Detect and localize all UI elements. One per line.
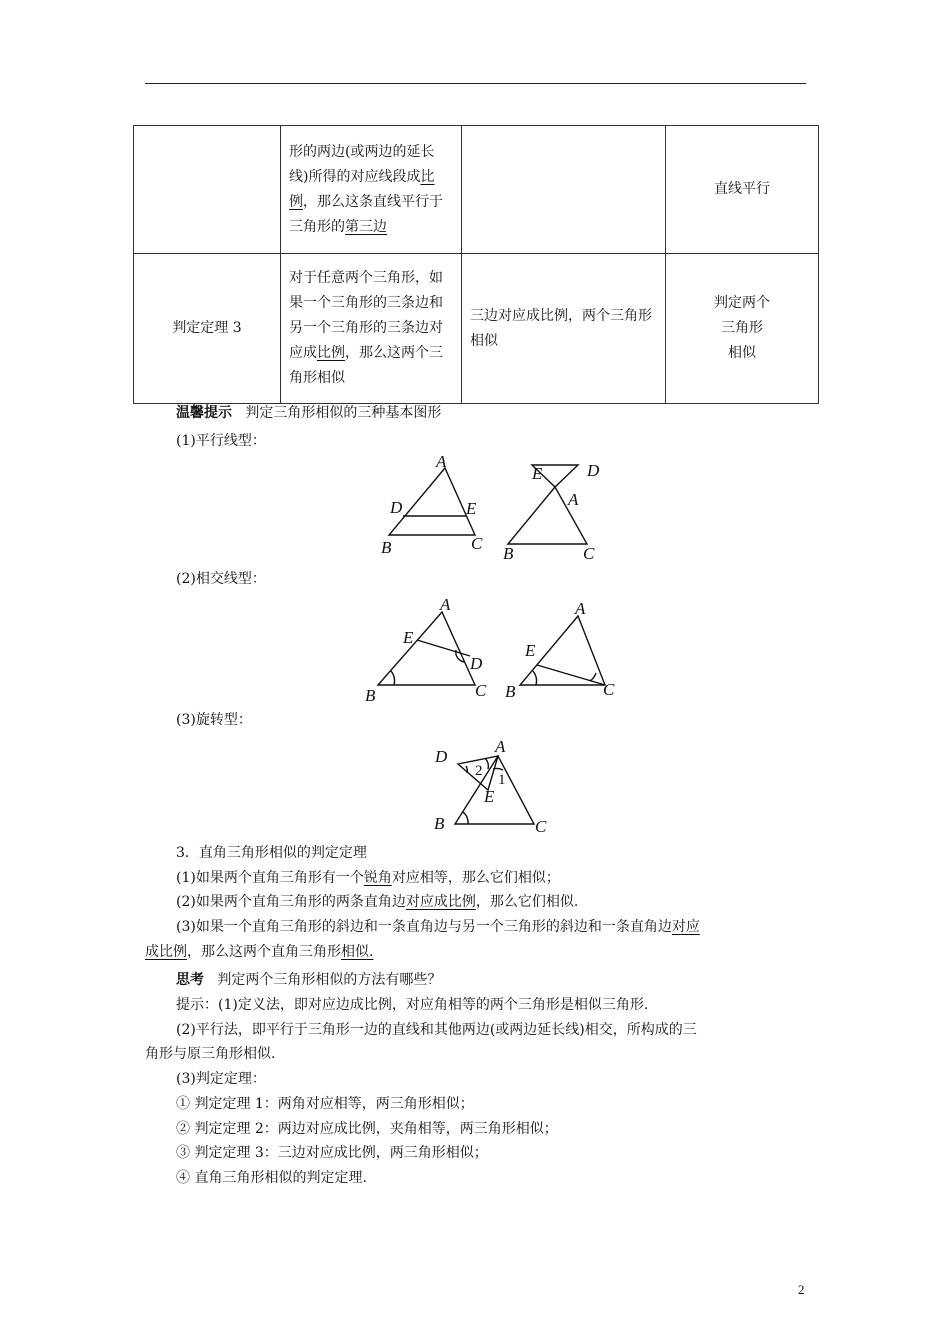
- use-line: 判定两个: [714, 295, 770, 311]
- think-question: 判定两个三角形相似的方法有哪些？: [217, 972, 442, 988]
- angle-2-mark: [485, 758, 488, 769]
- angle-label-1: 1: [498, 772, 506, 788]
- segment-ed: [417, 640, 470, 656]
- hint-parallel-cont: 角形与原三角形相似.: [145, 1046, 276, 1062]
- table-cell: [462, 126, 666, 254]
- theorem-3: ③ 判定定理 3：三边对应成比例，两三角形相似；: [176, 1145, 488, 1161]
- label-b: B: [381, 538, 392, 557]
- page-number: 2: [798, 1282, 805, 1297]
- parallel-type-label: (1)平行线型：: [176, 433, 266, 449]
- think-heading: [176, 969, 441, 991]
- text-segment: ，那么它们相似.: [475, 894, 579, 910]
- text-segment: (3)如果一个直角三角形的斜边和一条直角边与另一个三角形的斜边和一条直角边: [176, 919, 672, 935]
- angle-b-mark: [533, 671, 537, 685]
- section-title: 3．直角三角形相似的判定定理: [176, 845, 367, 861]
- theorem-right-triangle: ④ 直角三角形相似的判定定理.: [176, 1170, 367, 1186]
- label-a: A: [440, 595, 451, 614]
- text-segment: ，那么这两个直角三角形: [187, 944, 341, 960]
- label-c: C: [603, 680, 615, 699]
- label-d: D: [470, 654, 483, 673]
- table-cell-theorem-text: [281, 126, 462, 254]
- header-rule: [145, 83, 806, 84]
- angle-c-mark: [590, 673, 596, 681]
- label-a: A: [436, 452, 447, 471]
- parallel-figures: [375, 452, 635, 567]
- label-b: B: [434, 814, 445, 833]
- label-e: E: [532, 464, 543, 483]
- label-b: B: [503, 544, 514, 563]
- angle-b-mark: [463, 812, 468, 824]
- label-c: C: [471, 534, 483, 553]
- intersect-figures: [360, 592, 635, 707]
- label-e: E: [484, 787, 495, 806]
- rotate-figure: [430, 732, 560, 842]
- label-c: C: [475, 681, 487, 700]
- label-c: C: [583, 544, 595, 563]
- rotate-type-label: (3)旋转型：: [176, 712, 252, 728]
- use-line: 相似: [728, 345, 756, 361]
- underlined-answer: 锐角: [363, 870, 392, 886]
- tip-heading: [176, 402, 441, 424]
- underlined-answer: 比例: [289, 168, 435, 210]
- angle-b-mark: [391, 671, 395, 685]
- right-triangle-item-1: [176, 867, 560, 889]
- label-e: E: [525, 641, 536, 660]
- use-line: 三角形: [721, 320, 763, 336]
- label-c: C: [535, 817, 547, 836]
- theorem-1: ① 判定定理 1：两角对应相等，两三角形相似；: [176, 1096, 474, 1112]
- table-cell-use: [666, 254, 819, 404]
- label-b: B: [365, 686, 376, 705]
- theorem-table: [133, 125, 819, 404]
- table-cell-use: 直线平行: [666, 126, 819, 254]
- right-triangle-item-3: [176, 916, 700, 938]
- tip-label: 温馨提示: [176, 405, 232, 421]
- text-segment: (1)如果两个直角三角形有一个: [176, 870, 364, 886]
- underlined-answer: 成比例: [145, 944, 187, 960]
- underlined-answer: 第三边: [345, 218, 387, 235]
- label-b: B: [505, 682, 516, 701]
- underlined-answer: 对应: [671, 919, 700, 935]
- label-a: A: [575, 599, 586, 618]
- intersect-type-label: (2)相交线型：: [176, 571, 266, 587]
- label-e: E: [403, 628, 414, 647]
- label-d: D: [390, 498, 403, 517]
- text-segment: 形的两边(或两边的延长线)所得的对应线段成: [289, 143, 435, 185]
- label-e: E: [466, 499, 477, 518]
- text-segment: 对于任意两个三角形，如果一个三角形的三条边和另一个三角形的三条边对应成: [289, 270, 443, 361]
- theorem-2: ② 判定定理 2：两边对应成比例，夹角相等，两三角形相似；: [176, 1121, 558, 1137]
- table-cell: [134, 126, 281, 254]
- table-cell-theorem-name: 判定定理 3: [134, 254, 281, 404]
- right-triangle-item-2: [176, 891, 578, 913]
- angle-label-2: 2: [475, 763, 483, 779]
- table-cell-symbol: 三边对应成比例，两个三角形相似: [462, 254, 666, 404]
- tip-text: 判定三角形相似的三种基本图形: [245, 405, 442, 421]
- text-segment: (2)如果两个直角三角形的两条直角边: [176, 894, 406, 910]
- right-triangle-item-3-cont: [145, 941, 373, 963]
- text-segment: 对应相等，那么它们相似；: [391, 870, 560, 886]
- underlined-answer: 相似.: [341, 944, 374, 960]
- label-a: A: [495, 737, 506, 756]
- underlined-answer: 比例: [317, 345, 345, 361]
- label-d: D: [435, 747, 448, 766]
- table-row: [134, 126, 819, 254]
- think-label: 思考: [176, 972, 204, 988]
- hint-parallel: (2)平行法，即平行于三角形一边的直线和其他两边(或两边延长线)相交，所构成的三: [176, 1022, 697, 1038]
- hint-theorems: (3)判定定理：: [176, 1071, 266, 1087]
- label-a: A: [568, 490, 579, 509]
- hint-definition: 提示：(1)定义法，即对应边成比例，对应角相等的两个三角形是相似三角形.: [176, 997, 649, 1013]
- text-segment: ，那么这条直线平行于三角形的: [289, 193, 443, 235]
- table-cell-theorem-text: [281, 254, 462, 404]
- text-segment: ，那么这两个三角形相似: [289, 345, 443, 386]
- table-row: [134, 254, 819, 404]
- underlined-answer: 对应成比例: [405, 894, 476, 910]
- label-d: D: [587, 461, 600, 480]
